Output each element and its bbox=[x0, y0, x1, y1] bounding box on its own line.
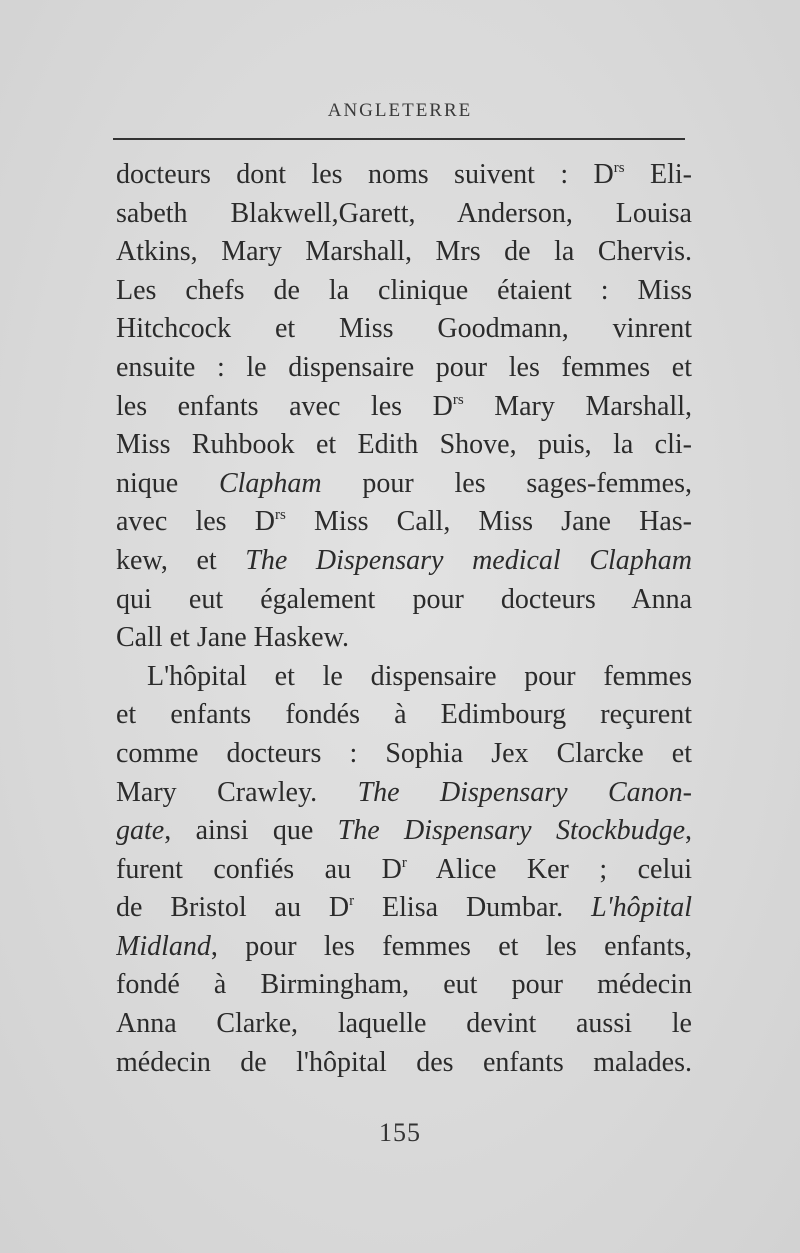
running-head: ANGLETERRE bbox=[327, 100, 473, 121]
text-line: et enfants fondés à Edimbourg reçurent bbox=[116, 699, 692, 731]
text-line: Hitchcock et Miss Goodmann, vinrent bbox=[116, 313, 692, 345]
text-line: sabeth Blakwell,Garett, Anderson, Louisa bbox=[116, 197, 692, 229]
text-line: kew, et The Dispensary medical Clapham bbox=[116, 544, 692, 576]
text-line: fondé à Birmingham, eut pour médecin bbox=[116, 969, 692, 1001]
text-line: Midland, pour les femmes et les enfants, bbox=[116, 930, 692, 962]
text-line: Call et Jane Haskew. bbox=[116, 622, 349, 654]
text-line: comme docteurs : Sophia Jex Clarcke et bbox=[116, 737, 692, 769]
text-line: nique Clapham pour les sages-femmes, bbox=[116, 467, 692, 499]
page-number: 155 bbox=[379, 1118, 421, 1147]
text-line: de Bristol au $D^r$ Elisa Dumbar. L'hôpital bbox=[116, 892, 692, 924]
text-line: Anna Clarke, laquelle devint aussi le bbox=[116, 1008, 692, 1040]
text-line: Les chefs de la clinique étaient : Miss bbox=[116, 274, 692, 306]
text-line: furent confiés au $D^r$ Alice Ker ; celui bbox=[116, 853, 692, 885]
text-line: Miss Ruhbook et Edith Shove, puis, la cli- bbox=[116, 429, 692, 461]
text-line: docteurs dont les noms suivent : $D^{rs}$ Eli- bbox=[116, 159, 692, 190]
text-line: L'hôpital et le dispensaire pour femmes bbox=[147, 660, 692, 692]
header-rule bbox=[113, 138, 685, 140]
text-line: médecin de l'hôpital des enfants malades. bbox=[116, 1046, 692, 1078]
text-line: ensuite : le dispensaire pour les femmes et bbox=[116, 351, 692, 383]
text-line: qui eut également pour docteurs Anna bbox=[116, 583, 692, 615]
text-line: les enfants avec les $D^{rs}$ Mary Marshall, bbox=[116, 390, 692, 422]
text-line: gate, ainsi que The Dispensary Stockbudge, bbox=[116, 815, 692, 847]
body-text bbox=[116, 156, 692, 1082]
text-line: Atkins, Mary Marshall, Mrs de la Chervis. bbox=[116, 236, 692, 268]
text-line: Mary Crawley. The Dispensary Canon- bbox=[116, 776, 692, 808]
text-line: avec les $D^{rs}$ Miss Call, Miss Jane Has- bbox=[116, 506, 692, 538]
